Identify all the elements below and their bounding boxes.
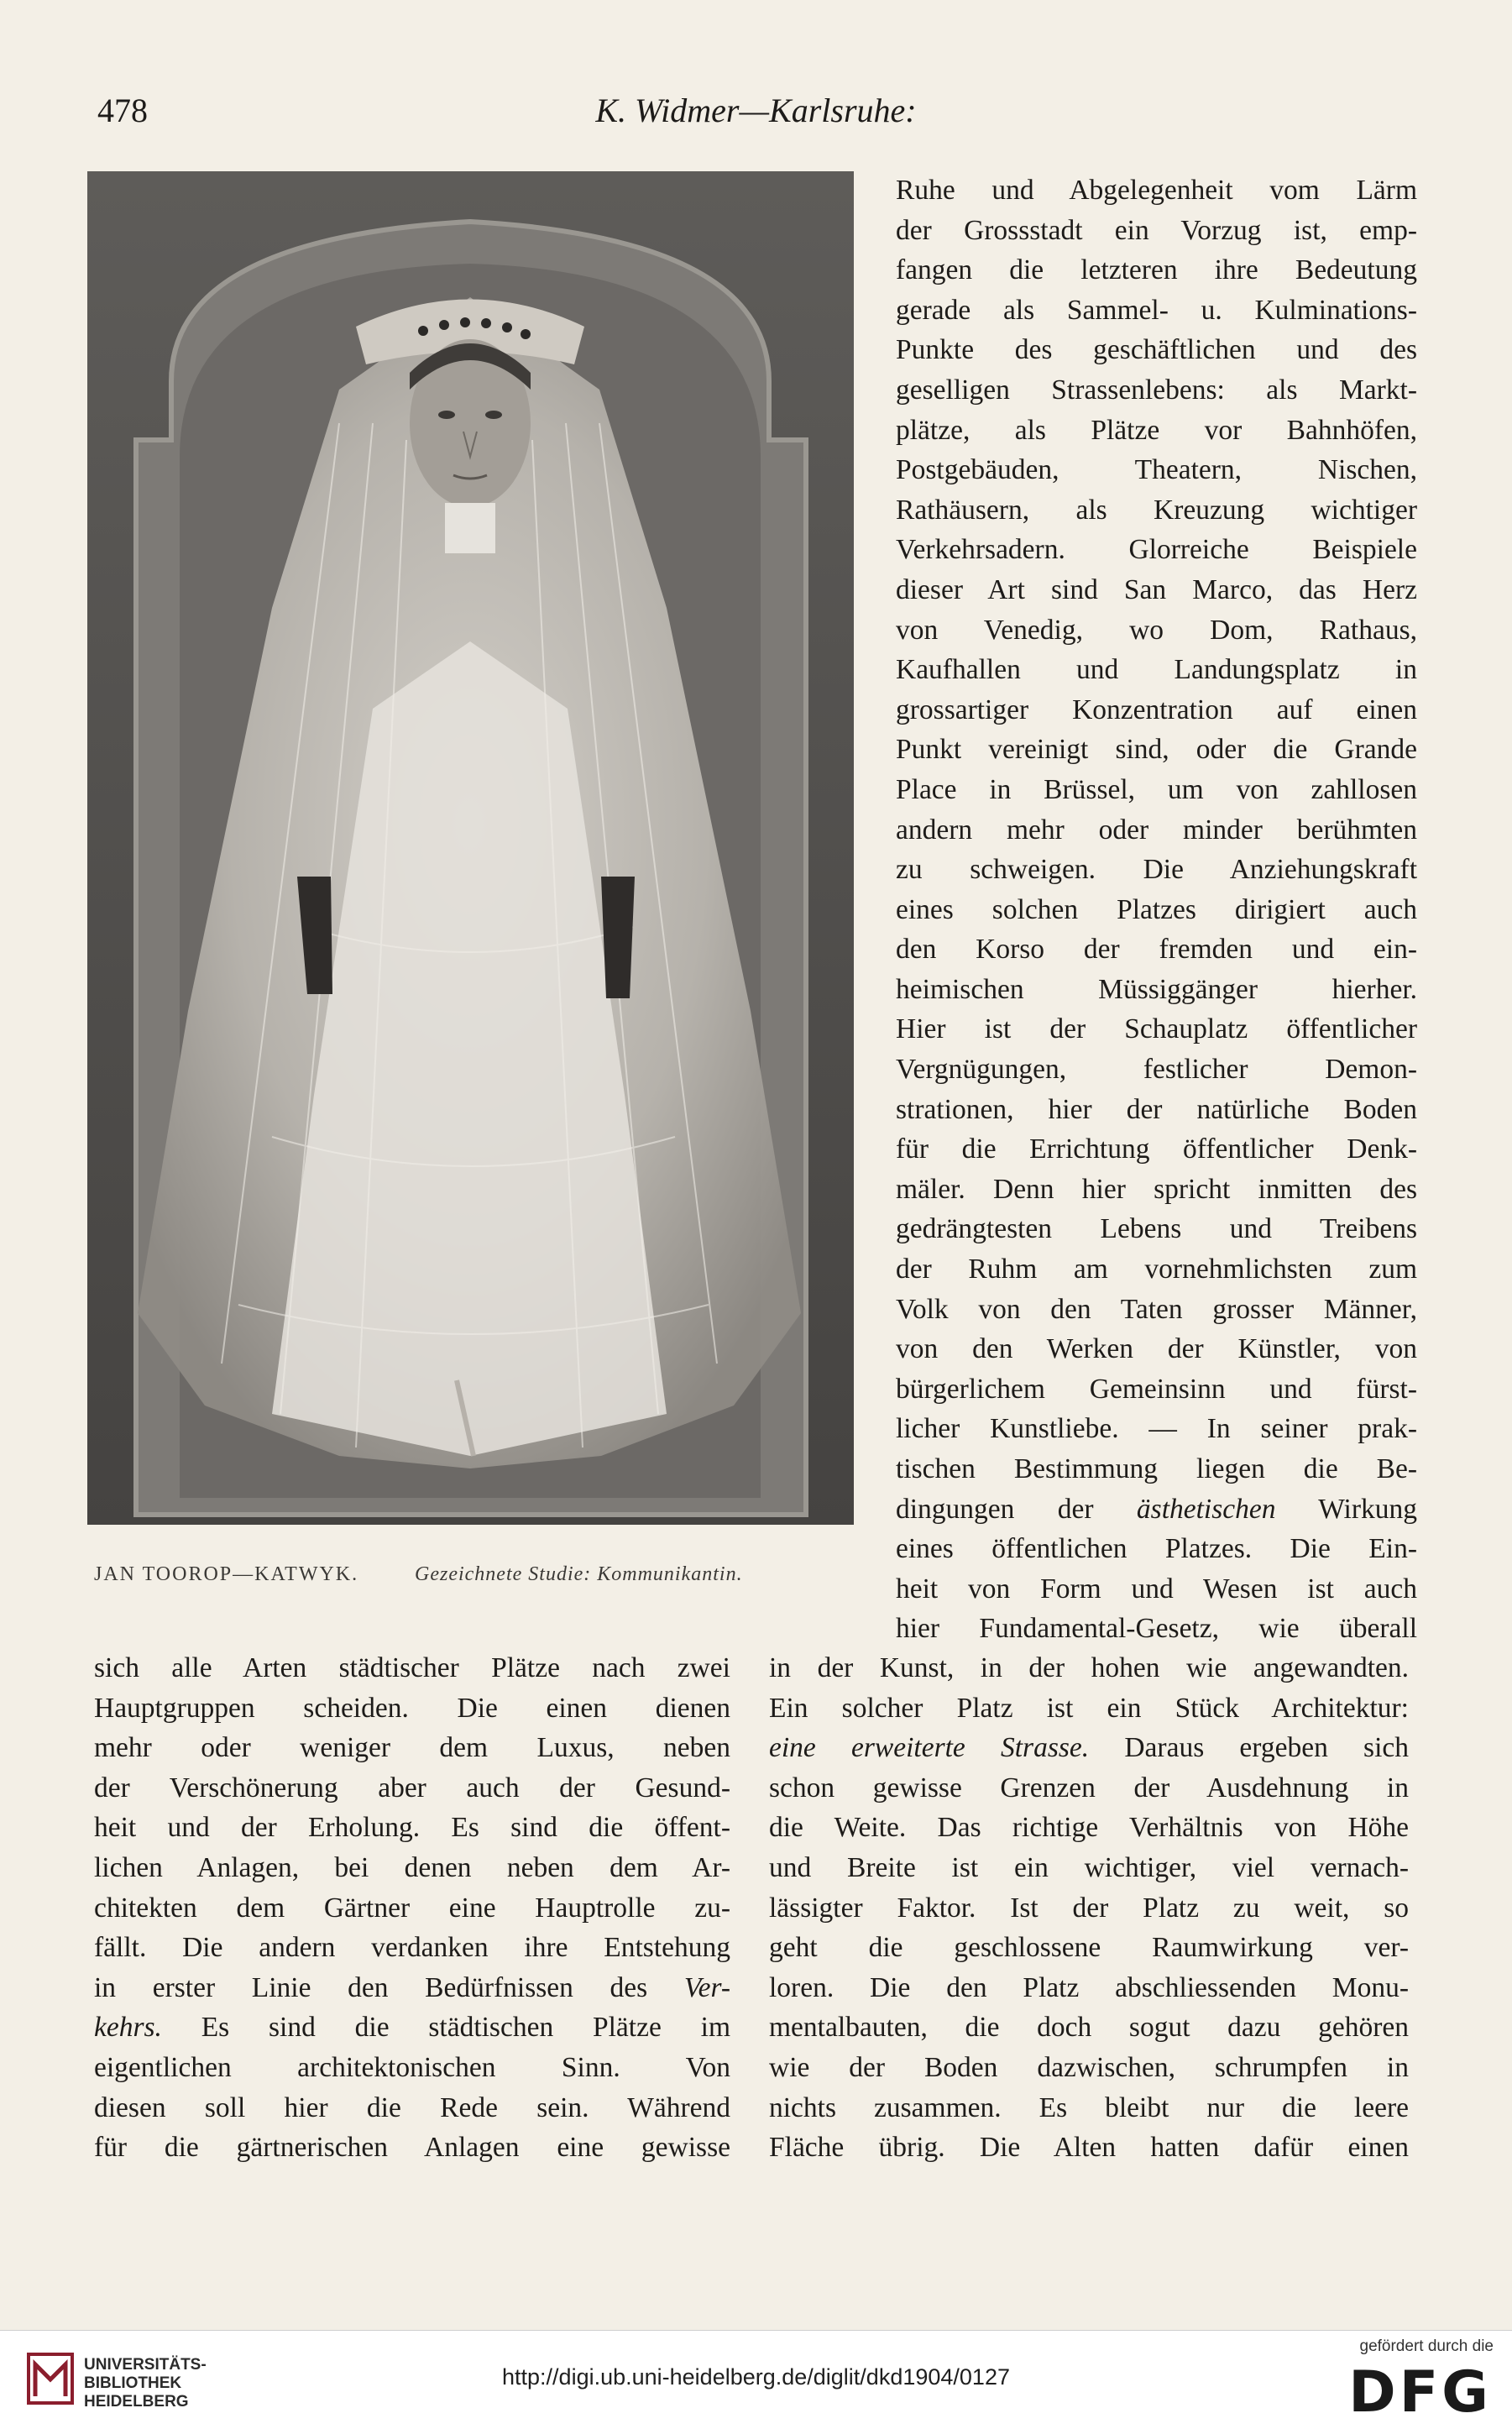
text-line: Hier ist der Schauplatz öffentlicher (896, 1013, 1417, 1045)
text-line: die Weite. Das richtige Verhältnis von Höhe (769, 1812, 1409, 1844)
text-line: lichen Anlagen, bei denen neben dem Ar- (94, 1851, 730, 1883)
text-line: eine erweiterte Strasse. Daraus ergeben sich (769, 1732, 1409, 1764)
text-line: Rathäusern, als Kreuzung wichtiger (896, 494, 1417, 526)
text-line: der Verschönerung aber auch der Gesund- (94, 1772, 730, 1803)
page-number: 478 (97, 92, 148, 129)
text-line: für die gärtnerischen Anlagen eine gewisse (94, 2132, 730, 2164)
text-line: mentalbauten, die doch sogut dazu gehören (769, 2012, 1409, 2044)
italic-phrase: eine erweiterte Strasse. (769, 1732, 1090, 1764)
text-line: Ruhe und Abgelegenheit vom Lärm (896, 175, 1417, 206)
text-line: eigentlichen architektonischen Sinn. Von (94, 2051, 730, 2083)
text-line: für die Errichtung öffentlicher Denk- (896, 1133, 1417, 1165)
italic-phrase: Ver- (683, 1971, 730, 2003)
text-line: nichts zusammen. Es bleibt nur die leere (769, 2091, 1409, 2123)
text-line: dieser Art sind San Marco, das Herz (896, 573, 1417, 605)
text-line: mäler. Denn hier spricht inmitten des (896, 1173, 1417, 1205)
text-line: eines öffentlichen Platzes. Die Ein- (896, 1533, 1417, 1565)
text-line: fällt. Die andern verdanken ihre Entstehung (94, 1932, 730, 1964)
text-line: Punkt vereinigt sind, oder die Grande (896, 734, 1417, 766)
text-line: Postgebäuden, Theatern, Nischen, (896, 454, 1417, 486)
text-column-left-bottom (94, 1648, 730, 2168)
text-line: in erster Linie den Bedürfnissen des Ver- (94, 1971, 730, 2003)
text-line: heit von Form und Wesen ist auch (896, 1573, 1417, 1605)
text-line: schon gewisse Grenzen der Ausdehnung in (769, 1772, 1409, 1803)
text-line: in der Kunst, in der hohen wie angewandten. (769, 1652, 1409, 1683)
running-head: K. Widmer—Karlsruhe: (595, 92, 917, 129)
text-line: und Breite ist ein wichtiger, viel vernach- (769, 1851, 1409, 1883)
text-line: Fläche übrig. Die Alten hatten dafür einen (769, 2132, 1409, 2164)
text-line: gedrängtesten Lebens und Treibens (896, 1213, 1417, 1245)
text-line: tischen Bestimmung liegen die Be- (896, 1453, 1417, 1484)
text-line: heimischen Müssiggänger hierher. (896, 973, 1417, 1005)
text-line: von Venedig, wo Dom, Rathaus, (896, 614, 1417, 646)
text-line: Vergnügungen, festlicher Demon- (896, 1054, 1417, 1086)
source-url-link[interactable]: http://digi.ub.uni-heidelberg.de/diglit/dkd1904/0127 (502, 2364, 1010, 2390)
library-name-line: BIBLIOTHEK (84, 2374, 182, 2392)
text-line: licher Kunstliebe. — In seiner prak- (896, 1413, 1417, 1445)
text-column-right-bottom (769, 1648, 1409, 2168)
text-line: geselligen Strassenlebens: als Markt- (896, 374, 1417, 406)
text-line: chitekten dem Gärtner eine Hauptrolle zu- (94, 1892, 730, 1924)
caption-title: Gezeichnete Studie: Kommunikantin. (415, 1563, 743, 1585)
text-line: lässigter Faktor. Ist der Platz zu weit, so (769, 1892, 1409, 1924)
text-column-right-top (896, 170, 1417, 1649)
text-line: Ein solcher Platz ist ein Stück Architektur: (769, 1692, 1409, 1724)
text-line: Place in Brüssel, um von zahllosen (896, 773, 1417, 805)
library-name-line: UNIVERSITÄTS- (84, 2356, 207, 2374)
digitization-footer (0, 2330, 1512, 2429)
text-line: der Grossstadt ein Vorzug ist, emp- (896, 214, 1417, 246)
text-line: eines solchen Platzes dirigiert auch (896, 893, 1417, 925)
caption-artist: JAN TOOROP—KATWYK. (94, 1563, 359, 1585)
italic-phrase: ästhetischen (1136, 1493, 1276, 1525)
text-line: hier Fundamental-Gesetz, wie überall (896, 1613, 1417, 1645)
text-line: den Korso der fremden und ein- (896, 934, 1417, 966)
text-line: diesen soll hier die Rede sein. Während (94, 2091, 730, 2123)
text-line: Hauptgruppen scheiden. Die einen dienen (94, 1692, 730, 1724)
text-line: kehrs. Es sind die städtischen Plätze im (94, 2012, 730, 2044)
text-line: von den Werken der Künstler, von (896, 1333, 1417, 1365)
text-line: strationen, hier der natürliche Boden (896, 1093, 1417, 1125)
text-line: zu schweigen. Die Anziehungskraft (896, 854, 1417, 886)
text-line: gerade als Sammel- u. Kulminations- (896, 294, 1417, 326)
text-line: dingungen der ästhetischen Wirkung (896, 1493, 1418, 1525)
text-line: wie der Boden dazwischen, schrumpfen in (769, 2051, 1409, 2083)
text-line: bürgerlichem Gemeinsinn und fürst- (896, 1373, 1417, 1405)
text-line: loren. Die den Platz abschliessenden Monu- (769, 1971, 1409, 2003)
text-line: grossartiger Konzentration auf einen (896, 694, 1417, 725)
italic-phrase: kehrs. (94, 2012, 162, 2044)
text-line: Kaufhallen und Landungsplatz in (896, 654, 1417, 686)
communion-girl-drawing (87, 171, 854, 1525)
text-line: heit und der Erholung. Es sind die öffent- (94, 1812, 730, 1844)
library-name-line: HEIDELBERG (84, 2393, 189, 2411)
text-line: Punkte des geschäftlichen und des (896, 334, 1417, 366)
text-line: der Ruhm am vornehmlichsten zum (896, 1254, 1417, 1285)
text-line: mehr oder weniger dem Luxus, neben (94, 1732, 730, 1764)
illustration-plate (87, 171, 854, 1525)
text-line: fangen die letzteren ihre Bedeutung (896, 254, 1417, 286)
text-line: Volk von den Taten grosser Männer, (896, 1293, 1417, 1325)
text-line: sich alle Arten städtischer Plätze nach zwei (94, 1652, 730, 1683)
text-line: Verkehrsadern. Glorreiche Beispiele (896, 534, 1417, 566)
dfg-logo: DFG (1348, 2359, 1492, 2426)
text-line: andern mehr oder minder berühmten (896, 814, 1417, 845)
text-line: plätze, als Plätze vor Bahnhöfen, (896, 414, 1417, 446)
text-line: geht die geschlossene Raumwirkung ver- (769, 1932, 1409, 1964)
funding-note: gefördert durch die (1359, 2337, 1494, 2355)
